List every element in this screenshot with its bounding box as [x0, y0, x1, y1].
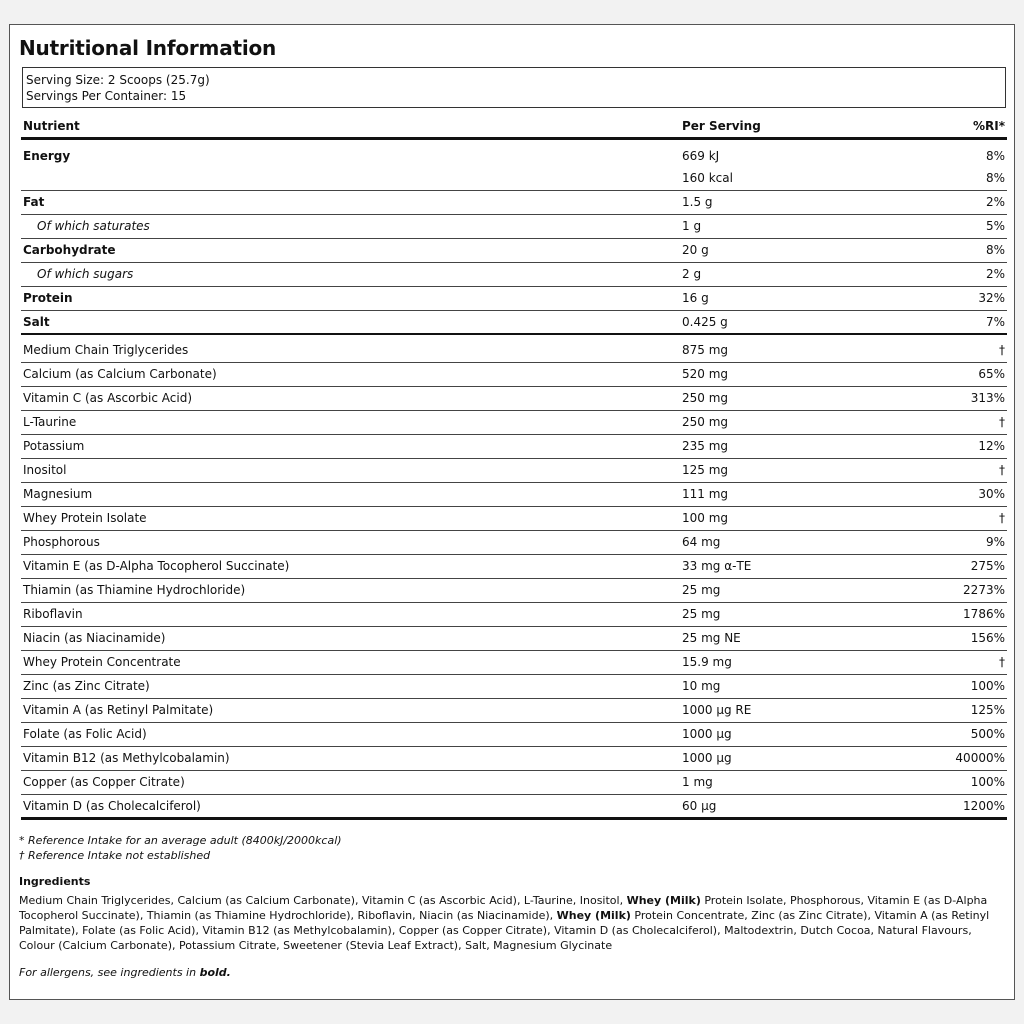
table-row: [21, 554, 1007, 578]
table-row: [21, 746, 1007, 770]
amount-cell: 0.425 g: [680, 310, 850, 334]
ri-cell: 8%: [850, 166, 1007, 190]
ingredients-part: Medium Chain Triglycerides, Calcium (as Calcium Carbonate), Vitamin C (as Ascorbic Acid), L-Taurine, Inositol,: [19, 894, 627, 907]
table-header-row: [21, 116, 1007, 138]
amount-cell: 669 kJ: [682, 148, 720, 163]
amount-cell: 16 g: [680, 286, 850, 310]
allergen-bold: Whey (Milk): [626, 894, 701, 907]
amount-cell: 1000 μg: [680, 722, 850, 746]
nutrient-cell: Folate (as Folic Acid): [21, 722, 680, 746]
header-nutrient: Nutrient: [21, 116, 680, 138]
table-row: [21, 794, 1007, 818]
header-per-serving: Per Serving: [680, 116, 850, 138]
amount-cell: 20 g: [680, 238, 850, 262]
nutrition-panel: [9, 24, 1015, 1000]
amount-cell: 160 kcal: [680, 166, 850, 190]
ri-cell: 12%: [850, 434, 1007, 458]
nutrition-table: [21, 116, 1007, 820]
table-row: [21, 602, 1007, 626]
ri-cell: 2%: [850, 262, 1007, 286]
amount-cell: 1 mg: [680, 770, 850, 794]
nutrient-cell: Calcium (as Calcium Carbonate): [21, 362, 680, 386]
ri-cell: 100%: [850, 674, 1007, 698]
nutrient-cell: Carbohydrate: [21, 238, 680, 262]
amount-cell: 235 mg: [680, 434, 850, 458]
table-row: [21, 410, 1007, 434]
ri-cell: 7%: [850, 310, 1007, 334]
header-ri: %RI*: [850, 116, 1007, 138]
servings-per-container: Servings Per Container: 15: [26, 89, 187, 103]
nutrient-cell: Whey Protein Concentrate: [21, 650, 680, 674]
table-row: [21, 626, 1007, 650]
nutrient-cell: Salt: [21, 310, 680, 334]
table-row: [21, 578, 1007, 602]
amount-cell: 25 mg: [680, 602, 850, 626]
amount-cell: 64 mg: [680, 530, 850, 554]
table-row: [21, 138, 1007, 166]
table-row: [21, 238, 1007, 262]
nutrient-cell: L-Taurine: [21, 410, 680, 434]
amount-cell: 25 mg: [680, 578, 850, 602]
nutrient-cell: Phosphorous: [21, 530, 680, 554]
amount-cell: 1000 μg RE: [680, 698, 850, 722]
ri-cell: 40000%: [850, 746, 1007, 770]
nutrient-cell: Inositol: [21, 458, 680, 482]
ri-cell: 313%: [850, 386, 1007, 410]
amount-cell: 60 μg: [680, 794, 850, 818]
ri-cell: 8%: [850, 238, 1007, 262]
nutrient-cell: Vitamin C (as Ascorbic Acid): [21, 386, 680, 410]
table-row: [21, 310, 1007, 334]
amount-cell: 1 g: [680, 214, 850, 238]
table-row: [21, 650, 1007, 674]
table-row: [21, 482, 1007, 506]
nutrient-cell: Energy: [23, 148, 71, 163]
ri-cell: 1786%: [850, 602, 1007, 626]
amount-cell: 250 mg: [680, 410, 850, 434]
ri-cell: 500%: [850, 722, 1007, 746]
nutrient-cell: Niacin (as Niacinamide): [21, 626, 680, 650]
ingredients-part: Protein Isolate, Phosphorous, Vitamin E (as D-Alpha Tocopherol Succinate), Thiamin (as Thiamine Hydrochloride), Riboflavin, Niacin (as Niacinamide),: [19, 894, 988, 922]
ingredients-part: Protein Concentrate, Zinc (as Zinc Citrate), Vitamin A (as Retinyl Palmitate), Folate (as Folic Acid), Vitamin B12 (as Methylcobalamin), Copper (as Copper Citrate), Vitamin D (as Cholecalciferol), Maltodextrin, Dutch Cocoa, Natural Flavours, Colour (Calcium Carbonate), Potassium Citrate, Sweetener (Stevia Leaf Extract), Salt, Magnesium Glycinate: [19, 909, 990, 952]
table-row: [21, 722, 1007, 746]
amount-cell: 125 mg: [680, 458, 850, 482]
table-row: [21, 506, 1007, 530]
amount-cell: 25 mg NE: [680, 626, 850, 650]
table-row: [21, 262, 1007, 286]
ri-cell: †: [850, 334, 1007, 362]
ri-cell: 8%: [985, 148, 1005, 163]
nutrient-cell: Vitamin A (as Retinyl Palmitate): [21, 698, 680, 722]
nutrient-cell: Whey Protein Isolate: [21, 506, 680, 530]
table-row: [21, 770, 1007, 794]
table-row: [21, 190, 1007, 214]
nutrient-cell: Zinc (as Zinc Citrate): [21, 674, 680, 698]
nutrient-cell: Vitamin E (as D-Alpha Tocopherol Succinate): [21, 554, 680, 578]
ri-cell: 2273%: [850, 578, 1007, 602]
ri-cell: 5%: [850, 214, 1007, 238]
ri-cell: †: [850, 410, 1007, 434]
table-row: [21, 362, 1007, 386]
amount-cell: 250 mg: [680, 386, 850, 410]
amount-cell: 111 mg: [680, 482, 850, 506]
amount-cell: 33 mg α-TE: [680, 554, 850, 578]
nutrient-cell: Magnesium: [21, 482, 680, 506]
ingredients-heading: Ingredients: [19, 875, 91, 888]
table-row: [21, 286, 1007, 310]
allergen-bold-word: bold.: [199, 966, 231, 979]
ri-cell: 9%: [850, 530, 1007, 554]
nutrient-cell: Riboflavin: [21, 602, 680, 626]
nutrient-cell: Copper (as Copper Citrate): [21, 770, 680, 794]
table-row: [21, 434, 1007, 458]
table-row: [21, 458, 1007, 482]
nutrient-cell: Of which sugars: [21, 262, 680, 286]
table-row: [21, 674, 1007, 698]
amount-cell: 10 mg: [680, 674, 850, 698]
table-row: [21, 386, 1007, 410]
nutrient-cell: Of which saturates: [21, 214, 680, 238]
amount-cell: 15.9 mg: [680, 650, 850, 674]
nutrient-cell: [21, 166, 680, 190]
ri-cell: †: [850, 506, 1007, 530]
ri-cell: 32%: [850, 286, 1007, 310]
page-title: Nutritional Information: [19, 36, 277, 60]
ri-cell: 125%: [850, 698, 1007, 722]
nutrient-cell: Protein: [21, 286, 680, 310]
amount-cell: 2 g: [680, 262, 850, 286]
allergen-bold: Whey (Milk): [556, 909, 631, 922]
ri-cell: 1200%: [850, 794, 1007, 818]
amount-cell: 1.5 g: [680, 190, 850, 214]
ri-cell: 156%: [850, 626, 1007, 650]
ingredients-text: [19, 893, 1009, 953]
amount-cell: 100 mg: [680, 506, 850, 530]
ri-cell: 275%: [850, 554, 1007, 578]
table-row: [21, 334, 1007, 362]
ri-cell: 100%: [850, 770, 1007, 794]
allergen-text: For allergens, see ingredients in: [19, 966, 200, 979]
ri-cell: 30%: [850, 482, 1007, 506]
amount-cell: 875 mg: [680, 334, 850, 362]
ri-footnote: * Reference Intake for an average adult (8400kJ/2000kcal): [19, 834, 342, 847]
nutrient-cell: Vitamin B12 (as Methylcobalamin): [21, 746, 680, 770]
ri-cell: †: [850, 650, 1007, 674]
table-row: [21, 698, 1007, 722]
footnotes: [19, 833, 342, 863]
table-row: [21, 166, 1007, 190]
nutrient-cell: Potassium: [21, 434, 680, 458]
nutrient-cell: Vitamin D (as Cholecalciferol): [21, 794, 680, 818]
nutrient-cell: Medium Chain Triglycerides: [21, 334, 680, 362]
ri-cell: 2%: [850, 190, 1007, 214]
ri-cell: †: [850, 458, 1007, 482]
serving-size: Serving Size: 2 Scoops (25.7g): [26, 73, 210, 87]
amount-cell: 520 mg: [680, 362, 850, 386]
table-row: [21, 214, 1007, 238]
nutrient-cell: Thiamin (as Thiamine Hydrochloride): [21, 578, 680, 602]
serving-box: [22, 67, 1006, 108]
nutrient-cell: Fat: [21, 190, 680, 214]
table-row: [21, 530, 1007, 554]
dagger-footnote: † Reference Intake not established: [19, 849, 211, 862]
amount-cell: 1000 μg: [680, 746, 850, 770]
allergen-note: [19, 966, 231, 979]
ri-cell: 65%: [850, 362, 1007, 386]
